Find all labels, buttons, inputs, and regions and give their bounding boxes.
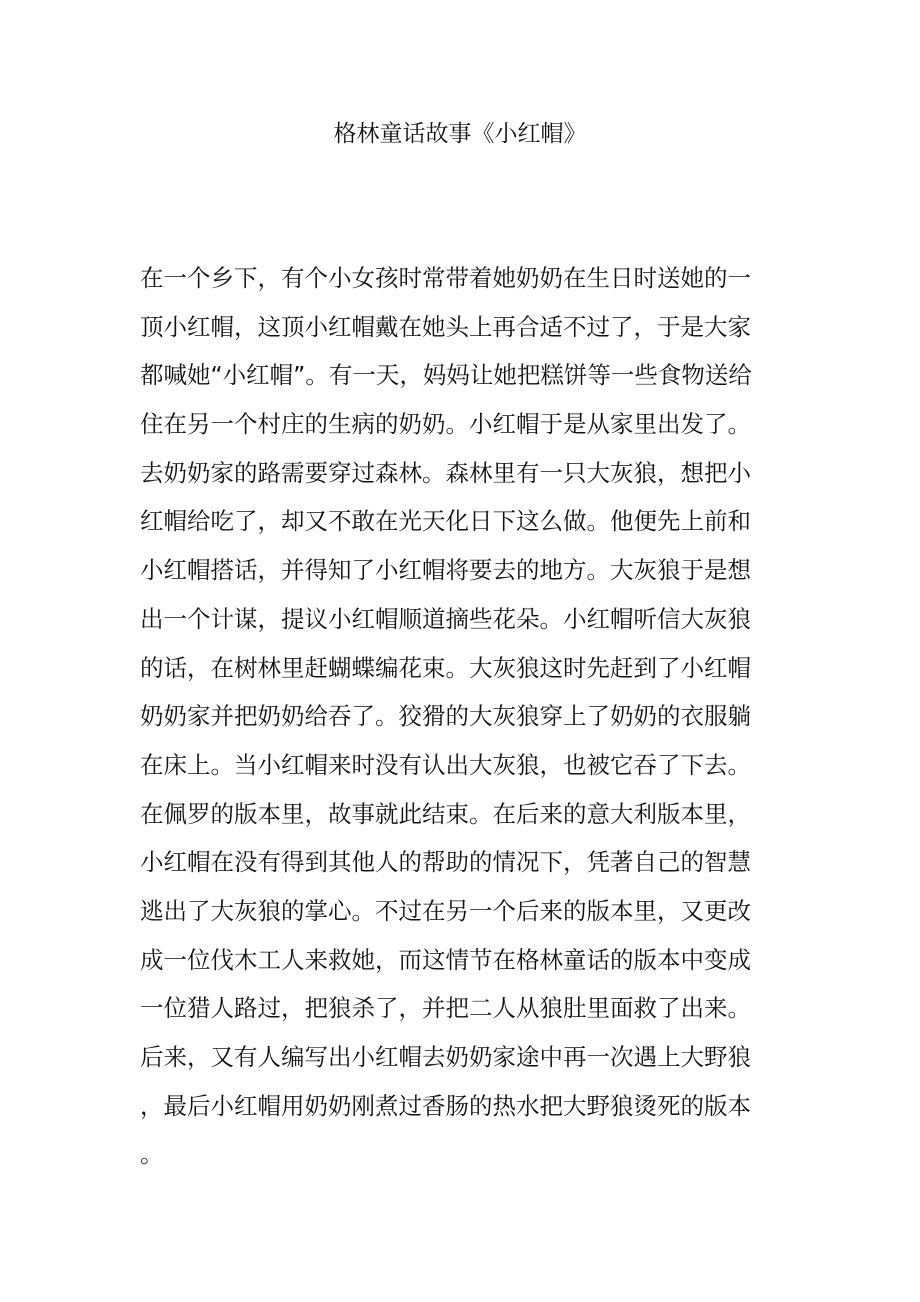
body-line: 出一个计谋，提议小红帽顺道摘些花朵。小红帽听信大灰狼 (140, 604, 751, 633)
body-line: 一位猎人路过，把狼杀了，并把二人从狼肚里面救了出来。 (140, 994, 751, 1023)
body-line: 小红帽在没有得到其他人的帮助的情况下，凭著自己的智慧 (140, 848, 751, 877)
body-line: 住在另一个村庄的生病的奶奶。小红帽于是从家里出发了。 (140, 410, 751, 439)
body-line: ，最后小红帽用奶奶刚煮过香肠的热水把大野狼烫死的版本 (140, 1091, 751, 1120)
body-line: 红帽给吃了，却又不敢在光天化日下这么做。他便先上前和 (140, 507, 751, 536)
body-line: 在床上。当小红帽来时没有认出大灰狼，也被它吞了下去。 (140, 750, 751, 779)
body-line: 奶奶家并把奶奶给吞了。狡猾的大灰狼穿上了奶奶的衣服躺 (140, 702, 751, 731)
body-line: 成一位伐木工人来救她，而这情节在格林童话的版本中变成 (140, 945, 751, 974)
body-line: 顶小红帽，这顶小红帽戴在她头上再合适不过了，于是大家 (140, 312, 751, 341)
body-line: 。 (140, 1140, 164, 1169)
body-line: 小红帽搭话，并得知了小红帽将要去的地方。大灰狼于是想 (140, 556, 751, 585)
body-line: 在佩罗的版本里，故事就此结束。在后来的意大利版本里， (140, 799, 751, 828)
document-title: 格林童话故事《小红帽》 (333, 121, 587, 147)
body-line: 逃出了大灰狼的掌心。不过在另一个后来的版本里，又更改 (140, 896, 751, 925)
story-body (140, 254, 780, 1179)
body-line: 都喊她“小红帽”。有一天，妈妈让她把糕饼等一些食物送给 (140, 361, 752, 390)
body-line: 在一个乡下，有个小女孩时常带着她奶奶在生日时送她的一 (140, 264, 751, 292)
body-line: 后来，又有人编写出小红帽去奶奶家途中再一次遇上大野狼 (140, 1043, 751, 1071)
body-line: 的话，在树林里赶蝴蝶编花束。大灰狼这时先赶到了小红帽 (140, 653, 751, 682)
body-line: 去奶奶家的路需要穿过森林。森林里有一只大灰狼，想把小 (140, 458, 751, 487)
